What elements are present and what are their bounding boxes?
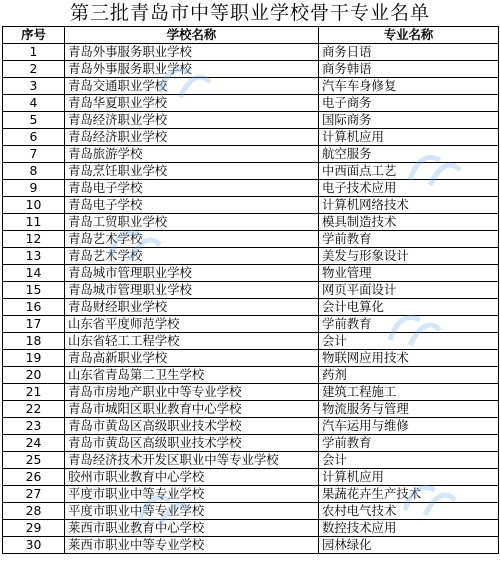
row-major-name: 园林绿化 [319,537,499,554]
row-major-name: 学前教育 [319,435,499,452]
table-header-row [3,27,499,44]
row-number: 8 [3,163,65,180]
table-row [3,401,499,418]
row-major-name: 汽车车身修复 [319,78,499,95]
row-school-name: 青岛工贸职业学校 [65,214,319,231]
header-major: 专业名称 [319,27,499,44]
row-school-name: 青岛城市管理职业学校 [65,265,319,282]
table-row [3,231,499,248]
table-row [3,384,499,401]
row-school-name: 青岛经济职业学校 [65,129,319,146]
row-major-name: 学前教育 [319,316,499,333]
row-number: 28 [3,503,65,520]
row-number: 4 [3,95,65,112]
table-row [3,180,499,197]
table-row [3,78,499,95]
row-number: 15 [3,282,65,299]
table-row [3,299,499,316]
row-number: 25 [3,452,65,469]
table-row [3,520,499,537]
table-row [3,112,499,129]
row-major-name: 计算机应用 [319,129,499,146]
row-number: 16 [3,299,65,316]
row-school-name: 平度市职业中等专业学校 [65,503,319,520]
row-major-name: 果蔬花卉生产技术 [319,486,499,503]
row-number: 13 [3,248,65,265]
row-number: 3 [3,78,65,95]
row-school-name: 青岛艺术学校 [65,248,319,265]
row-major-name: 药剂 [319,367,499,384]
row-school-name: 莱西市职业教育中心学校 [65,520,319,537]
row-number: 21 [3,384,65,401]
row-major-name: 会计 [319,452,499,469]
row-major-name: 模具制造技术 [319,214,499,231]
row-major-name: 数控技术应用 [319,520,499,537]
row-number: 26 [3,469,65,486]
table-row [3,486,499,503]
row-school-name: 山东省轻工工程学校 [65,333,319,350]
row-major-name: 汽车运用与维修 [319,418,499,435]
row-number: 17 [3,316,65,333]
table-row [3,44,499,61]
row-number: 11 [3,214,65,231]
table-row [3,503,499,520]
backbone-major-table [2,26,499,554]
row-school-name: 青岛交通职业学校 [65,78,319,95]
row-school-name: 青岛市黄岛区高级职业技术学校 [65,435,319,452]
row-number: 27 [3,486,65,503]
table-row [3,248,499,265]
row-school-name: 青岛市房地产职业中等专业学校 [65,384,319,401]
table-row [3,435,499,452]
row-school-name: 青岛电子学校 [65,197,319,214]
row-number: 12 [3,231,65,248]
row-number: 1 [3,44,65,61]
row-major-name: 学前教育 [319,231,499,248]
row-school-name: 青岛经济技术开发区职业中等专业学校 [65,452,319,469]
row-major-name: 国际商务 [319,112,499,129]
row-school-name: 莱西市职业中等专业学校 [65,537,319,554]
table-row [3,537,499,554]
row-school-name: 青岛外事服务职业学校 [65,44,319,61]
row-number: 2 [3,61,65,78]
header-no: 序号 [3,27,65,44]
table-row [3,197,499,214]
row-major-name: 商务日语 [319,44,499,61]
row-major-name: 电子技术应用 [319,180,499,197]
row-school-name: 青岛艺术学校 [65,231,319,248]
row-major-name: 计算机应用 [319,469,499,486]
row-school-name: 青岛电子学校 [65,180,319,197]
table-row [3,95,499,112]
row-number: 19 [3,350,65,367]
row-major-name: 农村电气技术 [319,503,499,520]
row-number: 7 [3,146,65,163]
row-school-name: 山东省青岛第二卫生学校 [65,367,319,384]
table-row [3,129,499,146]
row-number: 24 [3,435,65,452]
row-major-name: 航空服务 [319,146,499,163]
row-major-name: 物联网应用技术 [319,350,499,367]
page-title: 第三批青岛市中等职业学校骨干专业名单 [69,2,430,24]
table-row [3,367,499,384]
table-row [3,265,499,282]
table-row [3,333,499,350]
row-number: 6 [3,129,65,146]
row-school-name: 青岛城市管理职业学校 [65,282,319,299]
row-school-name: 青岛旅游学校 [65,146,319,163]
table-row [3,452,499,469]
row-number: 14 [3,265,65,282]
row-school-name: 青岛华夏职业学校 [65,95,319,112]
row-school-name: 青岛烹饪职业学校 [65,163,319,180]
row-school-name: 青岛外事服务职业学校 [65,61,319,78]
table-row [3,316,499,333]
table-row [3,350,499,367]
row-school-name: 平度市职业中等专业学校 [65,486,319,503]
row-number: 10 [3,197,65,214]
table-row [3,146,499,163]
row-major-name: 建筑工程施工 [319,384,499,401]
row-major-name: 计算机网络技术 [319,197,499,214]
table-row [3,469,499,486]
row-number: 5 [3,112,65,129]
row-school-name: 青岛市城阳区职业教育中心学校 [65,401,319,418]
row-major-name: 会计电算化 [319,299,499,316]
row-major-name: 物流服务与管理 [319,401,499,418]
row-number: 22 [3,401,65,418]
row-number: 23 [3,418,65,435]
table-body [3,44,499,554]
table-row [3,61,499,78]
table-row [3,418,499,435]
row-number: 9 [3,180,65,197]
row-number: 30 [3,537,65,554]
table-row [3,163,499,180]
row-school-name: 青岛财经职业学校 [65,299,319,316]
row-major-name: 会计 [319,333,499,350]
row-major-name: 商务韩语 [319,61,499,78]
row-school-name: 青岛经济职业学校 [65,112,319,129]
row-major-name: 物业管理 [319,265,499,282]
row-major-name: 网页平面设计 [319,282,499,299]
row-number: 18 [3,333,65,350]
row-major-name: 电子商务 [319,95,499,112]
table-row [3,282,499,299]
row-school-name: 胶州市职业教育中心学校 [65,469,319,486]
row-school-name: 青岛市黄岛区高级职业技术学校 [65,418,319,435]
row-major-name: 中西面点工艺 [319,163,499,180]
row-school-name: 青岛高新职业学校 [65,350,319,367]
header-school: 学校名称 [65,27,319,44]
row-school-name: 山东省平度师范学校 [65,316,319,333]
row-number: 29 [3,520,65,537]
row-major-name: 美发与形象设计 [319,248,499,265]
row-number: 20 [3,367,65,384]
table-row [3,214,499,231]
